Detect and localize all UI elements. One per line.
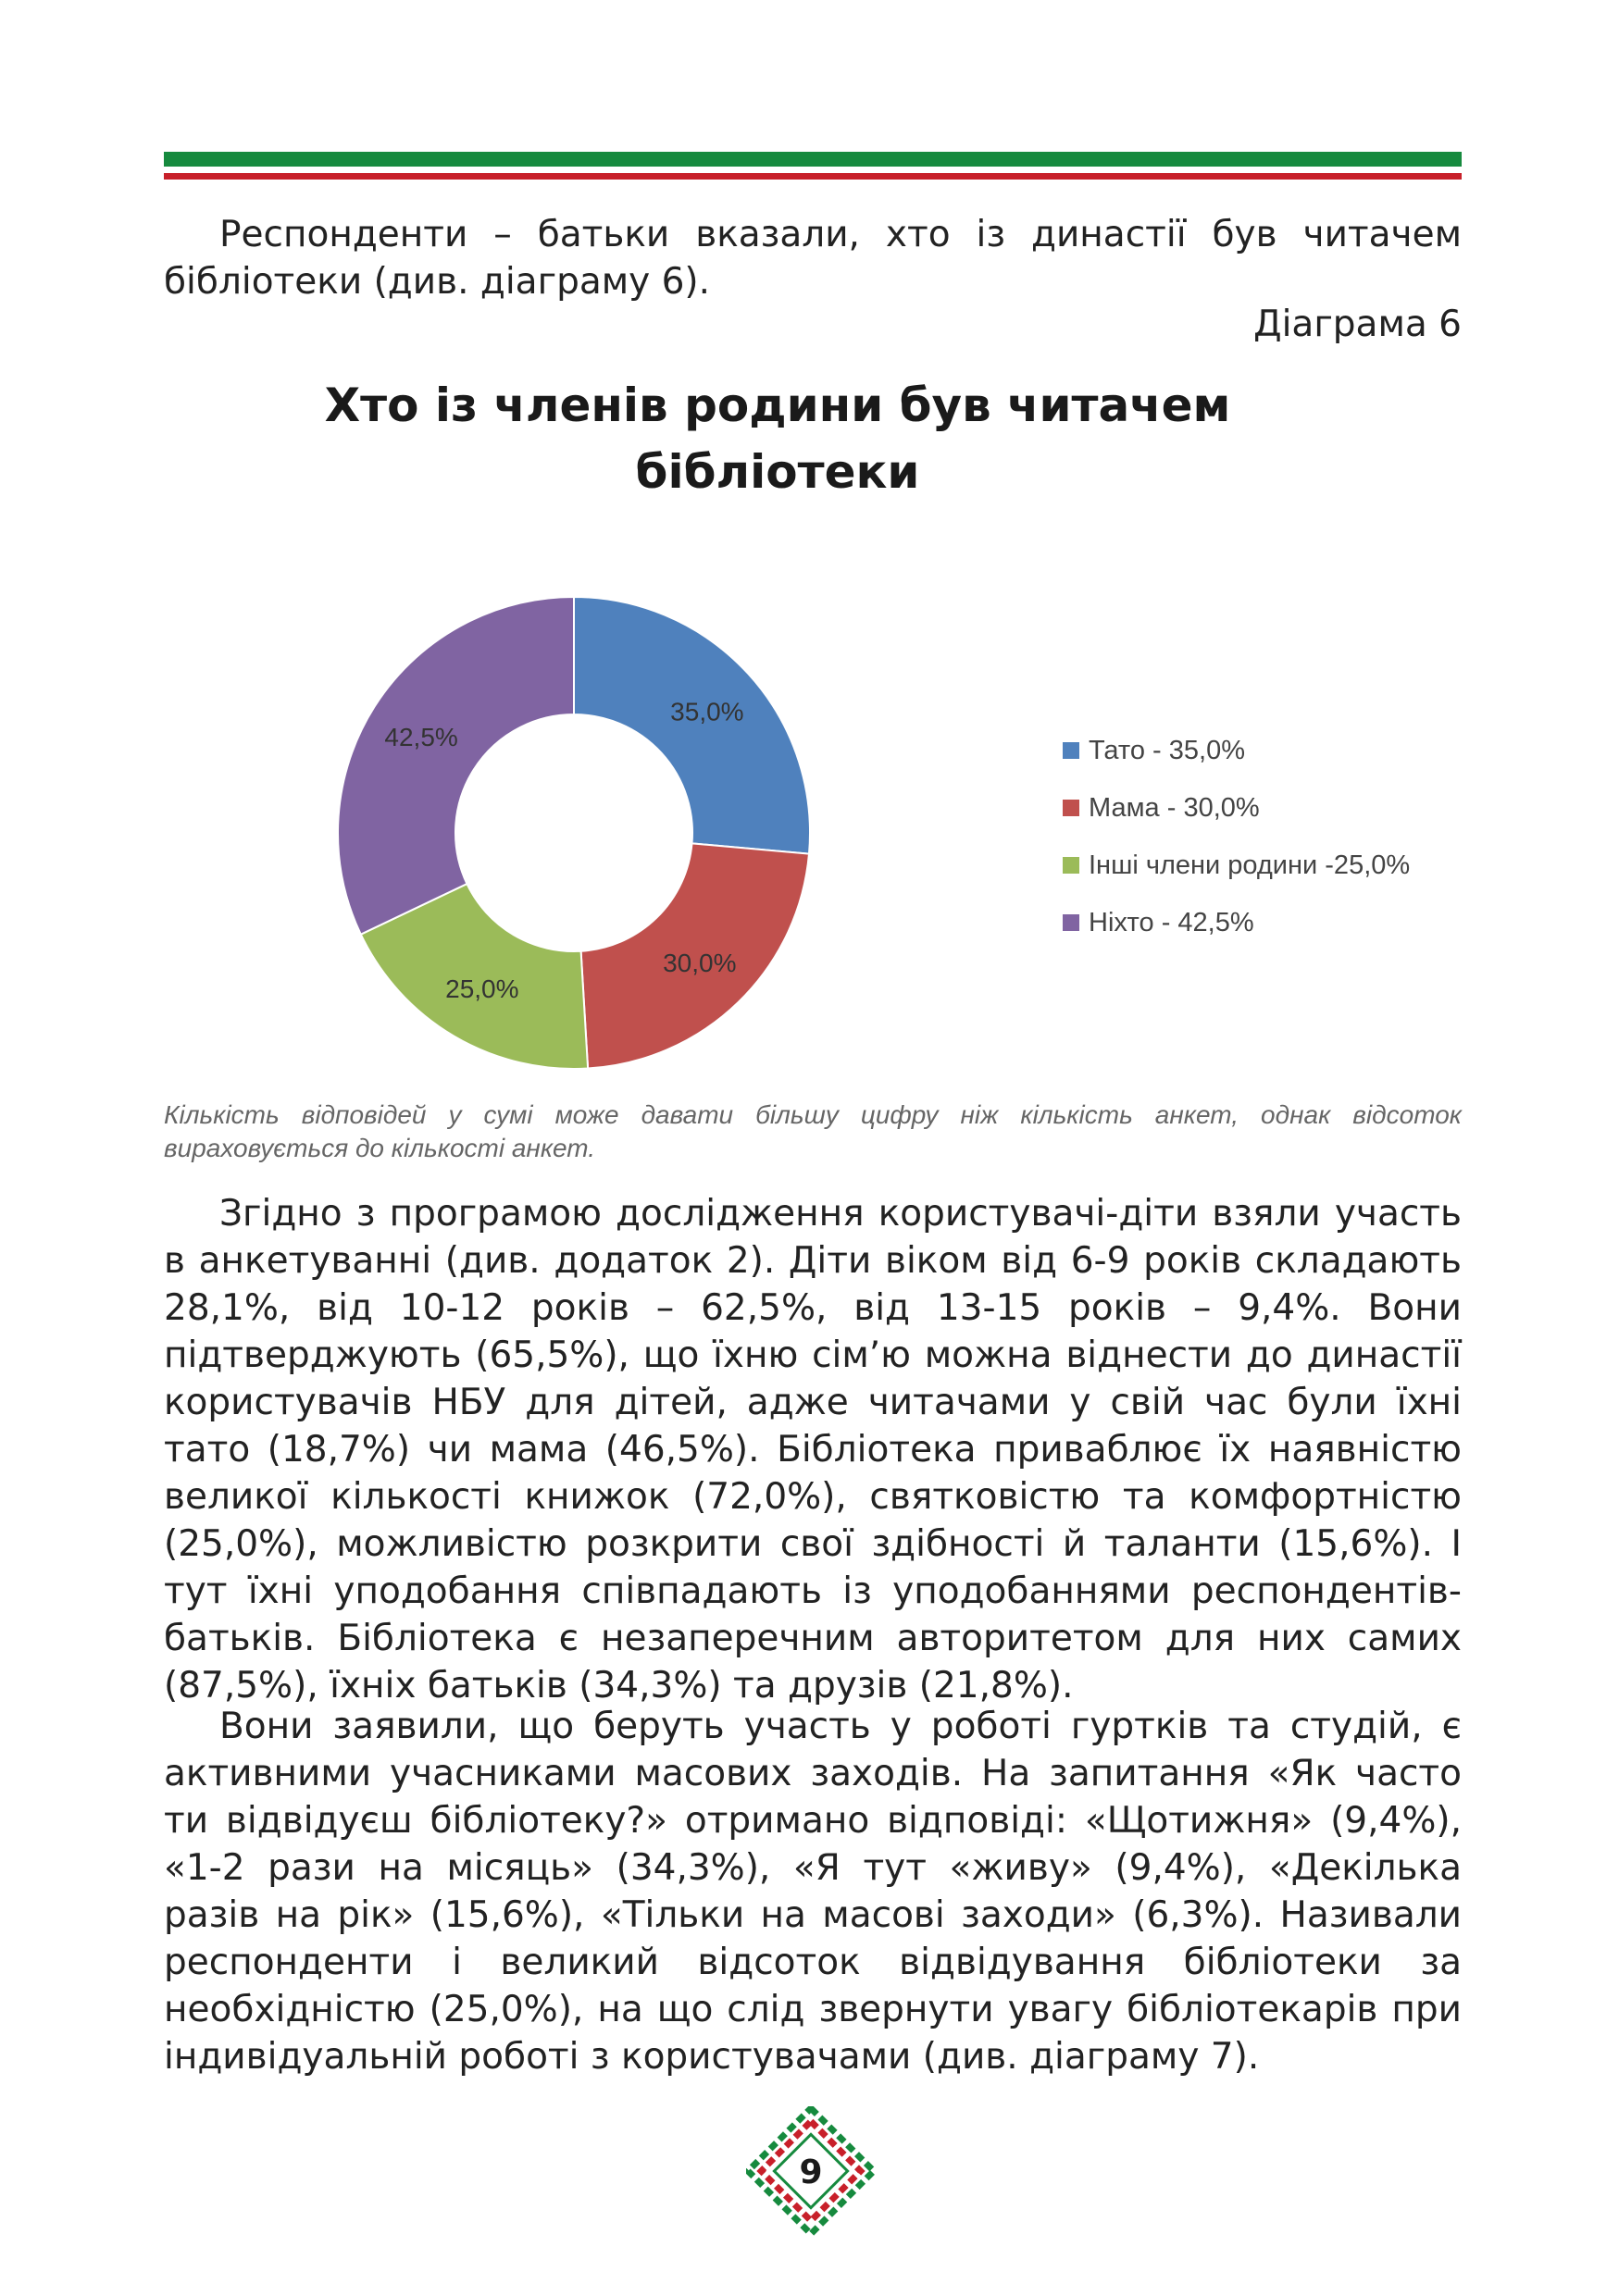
header-green-rule: [164, 152, 1462, 167]
chart-title-line-1: Хто із членів родини був читачем: [324, 379, 1231, 432]
donut-label-mama: 30,0%: [663, 948, 737, 977]
chart-title-line-2: бібліотеки: [635, 445, 920, 499]
donut-slice-nobody: [338, 597, 574, 935]
chart-title: [231, 372, 1324, 505]
intro-paragraph: Респонденти – батьки вказали, хто із династії був читачем бібліотеки (див. діаграму 6).: [164, 214, 1462, 303]
page-number: 9: [799, 2153, 823, 2191]
legend-label-tato: Тато - 35,0%: [1089, 735, 1245, 765]
legend-item-mama: [1063, 779, 1410, 837]
legend-label-other: Інші члени родини -25,0%: [1089, 850, 1411, 880]
legend-item-other: [1063, 837, 1410, 894]
legend-swatch-mama: [1063, 800, 1079, 816]
chart-footnote: Кількість відповідей у сумі може давати більшу цифру ніж кількість анкет, однак відсоток вираховується до кількості анкет.: [164, 1100, 1462, 1162]
legend-swatch-other: [1063, 857, 1079, 874]
chart-legend: [1063, 722, 1410, 951]
page-number-ornament: [746, 2106, 876, 2236]
legend-swatch-tato: [1063, 742, 1079, 759]
donut-label-tato: 35,0%: [670, 697, 744, 726]
diagram-label: Діаграма 6: [1253, 304, 1462, 345]
donut-label-nobody: 42,5%: [384, 722, 458, 751]
donut-chart: [315, 574, 833, 1092]
activities-paragraph: Вони заявили, що беруть участь у роботі гуртків та студій, є активними учасниками масових заходів. На запитання «Як часто ти відвідуєш бібліотеку?» отримано відповіді: «Щотижня» (9,4%), «1-2 рази на місяць» (34,3%), «Я тут «живу» (9,4%), «Декілька разів на рік» (15,6%), «Тільки на масові заходи» (6,3%). Називали респонденти і великий відсоток відвідування бібліотеки за необхідністю (25,0%), на що слід звернути увагу бібліотекарів при індивідуальній роботі з користувачами (див. діаграму 7).: [164, 1706, 1462, 2078]
children-paragraph: Згідно з програмою дослідження користувачі-діти взяли участь в анкетуванні (див. додаток 2). Діти віком від 6-9 років складають 28,1%, від 10-12 років – 62,5%, від 13-15 років – 9,4%. Вони підтверджують (65,5%), що їхню сім’ю можна віднести до династії користувачів НБУ для дітей, адже читачами у свій час були їхні тато (18,7%) чи мама (46,5%). Бібліотека приваблює їх наявністю великої кількості книжок (72,0%), святковістю та комфортністю (25,0%), можливістю розкрити свої здібності й таланти (15,6%). І тут їхні уподобання співпадають із уподобаннями респондентів-батьків. Бібліотека є незаперечним авторитетом для них самих (87,5%), їхніх батьків (34,3%) та друзів (21,8%).: [164, 1193, 1462, 1706]
legend-item-nobody: [1063, 894, 1410, 951]
legend-label-mama: Мама - 30,0%: [1089, 792, 1260, 823]
legend-label-nobody: Ніхто - 42,5%: [1089, 907, 1254, 937]
donut-label-other: 25,0%: [445, 974, 519, 1003]
legend-swatch-nobody: [1063, 914, 1079, 931]
header-red-rule: [164, 173, 1462, 180]
legend-item-tato: [1063, 722, 1410, 779]
